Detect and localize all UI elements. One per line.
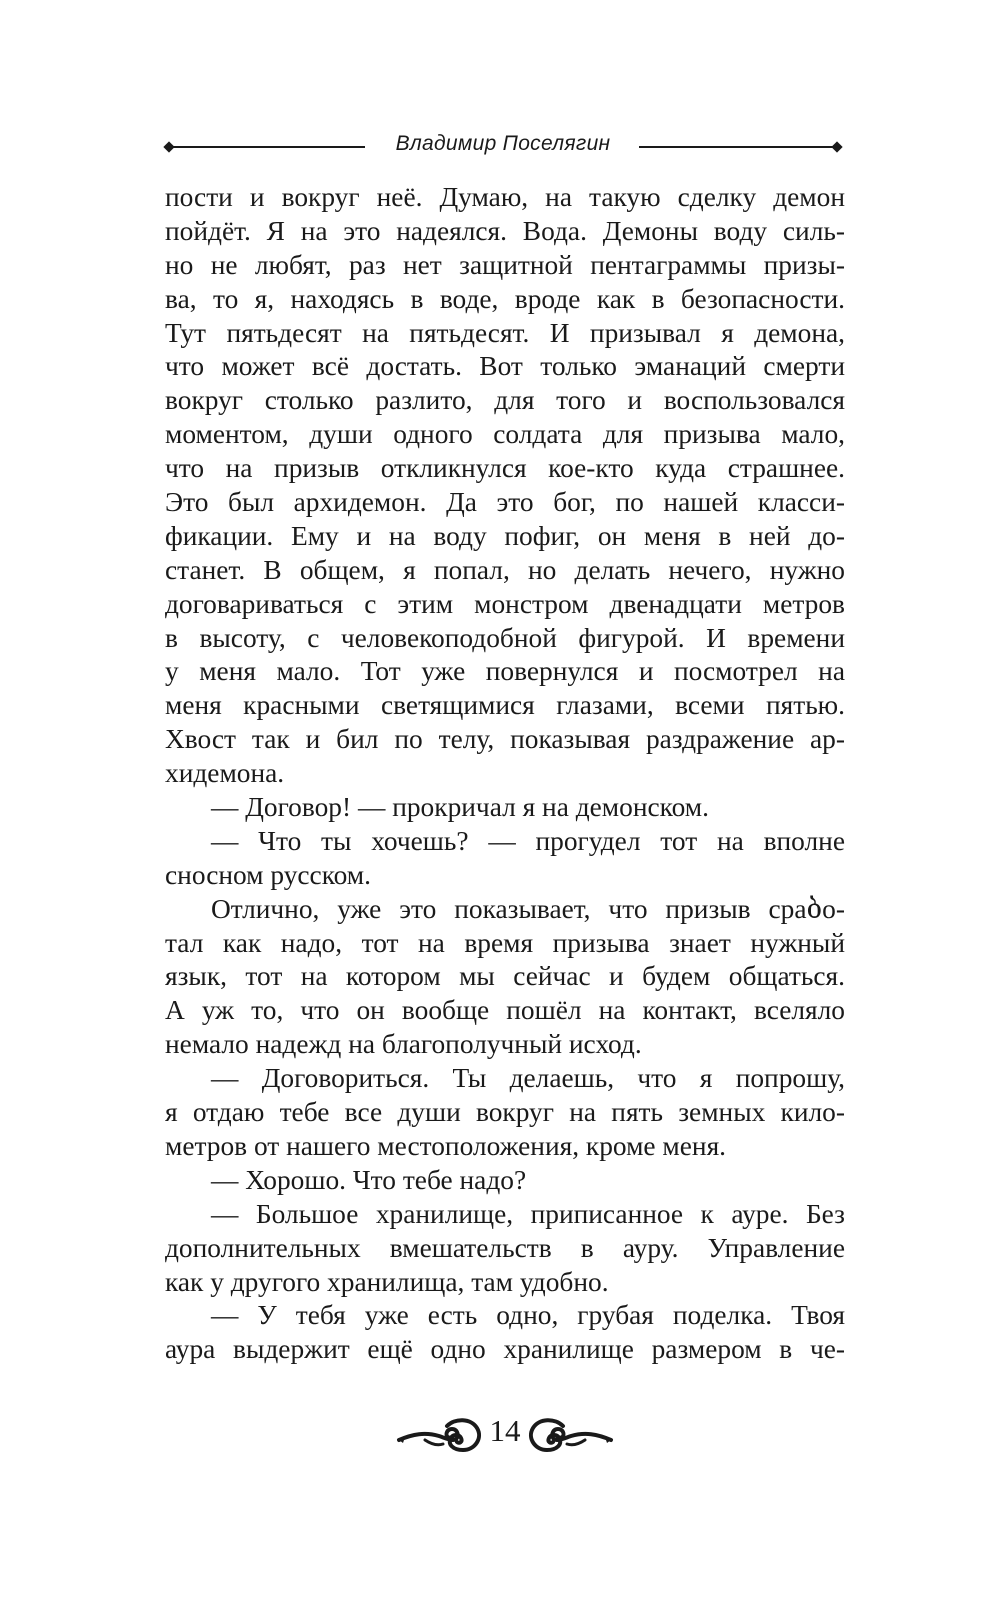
text-line: метров от нашего местоположения, кроме меня. — [165, 1130, 727, 1161]
text-line: в высоту, с человекоподобной фигурой. И времени — [165, 622, 845, 653]
text-line: пости и вокруг неё. Думаю, на такую сделку демон — [165, 182, 845, 212]
text-line: — Договор! — прокричал я на демонском. — [211, 792, 709, 823]
running-header — [165, 128, 841, 164]
left-ornament-icon — [395, 1414, 483, 1454]
text-line: вокруг столько разлито, для того и воспользовался — [165, 385, 845, 416]
text-line: тал как надо, тот на время призыва знает нужный — [165, 927, 845, 958]
text-line: моментом, души одного солдата для призыва мало, — [165, 419, 845, 450]
page-body-text — [165, 181, 845, 1367]
right-ornament-icon — [527, 1414, 615, 1454]
text-line: я отдаю тебе все души вокруг на пять земных кило- — [165, 1097, 845, 1128]
text-line: но не любят, раз нет защитной пентаграммы призы- — [165, 249, 845, 280]
text-line: аура выдержит ещё одно хранилище размером в че- — [165, 1334, 845, 1365]
text-line: — Большое хранилище, приписанное к ауре. Без — [211, 1198, 845, 1229]
text-line: станет. В общем, я попал, но делать нечего, нужно — [165, 554, 845, 585]
text-line: Отлично, уже это показывает, что призыв сраბо- — [211, 893, 845, 924]
text-line: как у другого хранилища, там удобно. — [165, 1266, 609, 1297]
text-line: ва, то я, находясь в воде, вроде как в безопасности. — [165, 283, 845, 314]
text-line: — Договориться. Ты делаешь, что я попрошу, — [211, 1063, 845, 1094]
text-line: что на призыв откликнулся кое-кто куда страшнее. — [165, 453, 845, 484]
text-line: пойдёт. Я на это надеялся. Вода. Демоны воду силь- — [165, 215, 845, 246]
text-line: у меня мало. Тот уже повернулся и посмотрел на — [165, 656, 845, 687]
text-line: фикации. Ему и на воду пофиг, он меня в ней до- — [165, 520, 845, 551]
text-line: А уж то, что он вообще пошёл на контакт, вселяло — [165, 995, 845, 1026]
text-line: — Что ты хочешь? — прогудел тот на вполне — [211, 825, 845, 856]
text-line: — Хорошо. Что тебе надо? — [211, 1164, 527, 1195]
header-author-name: Владимир Поселягин — [395, 132, 611, 155]
text-line: Это был архидемон. Да это бог, по нашей класси- — [165, 487, 845, 518]
text-line: договариваться с этим монстром двенадцати метров — [165, 588, 845, 619]
text-line: немало надежд на благополучный исход. — [165, 1029, 642, 1060]
text-line: язык, тот на котором мы сейчас и будем общаться. — [165, 961, 845, 992]
text-line: что может всё достать. Вот только эманаций смерти — [165, 351, 845, 382]
text-line: хидемона. — [165, 758, 285, 789]
text-line: дополнительных вмешательств в ауру. Управление — [165, 1232, 845, 1263]
text-line: Хвост так и бил по телу, показывая раздражение ар- — [165, 724, 845, 755]
page-number: 14 — [489, 1413, 521, 1448]
text-line: меня красными светящимися глазами, всеми пятью. — [165, 690, 845, 721]
page-footer — [395, 1410, 615, 1458]
header-right-rule — [639, 146, 837, 148]
text-line: — У тебя уже есть одно, грубая поделка. Твоя — [211, 1300, 845, 1331]
text-line: Тут пятьдесят на пятьдесят. И призывал я демона, — [165, 317, 845, 348]
text-line: сносном русском. — [165, 859, 371, 890]
